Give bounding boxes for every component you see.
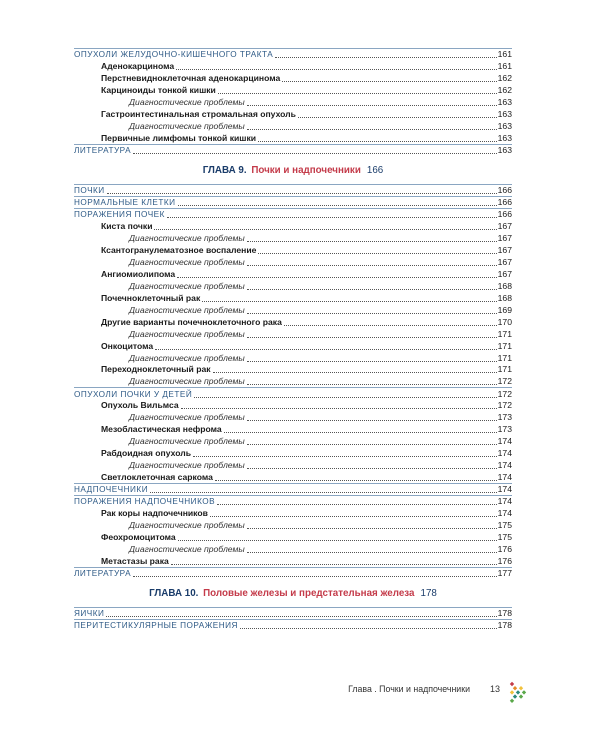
entry-title: ПОЧКИ — [74, 185, 105, 195]
entry-page: 163 — [497, 132, 512, 143]
entry-page: 167 — [497, 268, 512, 279]
toc-subtopic-entry — [74, 519, 512, 531]
dot-leader — [178, 540, 497, 541]
entry-title: Диагностические проблемы — [129, 233, 245, 244]
entry-title: Диагностические проблемы — [129, 376, 245, 387]
toc-topic-entry — [74, 423, 512, 435]
toc-topic-entry — [74, 555, 512, 567]
entry-title: ЛИТЕРАТУРА — [74, 569, 132, 579]
chapter-heading — [74, 160, 512, 182]
toc-topic-entry — [74, 84, 512, 96]
entry-title: Киста почки — [101, 221, 153, 232]
toc-section-entry — [74, 567, 512, 579]
entry-page: 166 — [497, 209, 512, 220]
entry-title: Диагностические проблемы — [129, 412, 245, 423]
chapter-page: 178 — [420, 588, 437, 600]
dot-leader — [247, 361, 497, 362]
toc-section-entry — [74, 619, 512, 631]
toc-subtopic-entry — [74, 543, 512, 555]
entry-title: Диагностические проблемы — [129, 436, 245, 447]
toc-section-entry — [74, 144, 512, 156]
chapter-page: 166 — [366, 164, 384, 176]
entry-page: 174 — [497, 448, 512, 459]
entry-page: 167 — [497, 257, 512, 268]
dot-leader — [247, 241, 497, 242]
entry-page: 161 — [497, 61, 512, 72]
table-of-contents — [74, 48, 512, 631]
dot-leader — [247, 420, 497, 421]
page-number: 13 — [489, 684, 500, 694]
entry-page: 168 — [497, 280, 512, 291]
entry-title: ПОРАЖЕНИЯ НАДПОЧЕЧНИКОВ — [74, 497, 216, 507]
dot-leader — [247, 105, 497, 106]
toc-subtopic-entry — [74, 256, 512, 268]
entry-title: Опухоль Вильмса — [101, 400, 179, 411]
entry-page: 166 — [497, 197, 512, 208]
entry-page: 166 — [497, 184, 512, 195]
dot-leader — [133, 153, 497, 154]
entry-title: Светлоклеточная саркома — [101, 472, 213, 483]
entry-title: Мезобластическая нефрома — [101, 424, 222, 435]
entry-page: 178 — [497, 608, 512, 619]
entry-page: 172 — [497, 400, 512, 411]
dot-leader — [247, 129, 497, 130]
toc-topic-entry — [74, 316, 512, 328]
entry-page: 171 — [497, 340, 512, 351]
entry-page: 169 — [497, 304, 512, 315]
chapter-title: Почки и надпочечники — [251, 164, 361, 176]
toc-subtopic-entry — [74, 120, 512, 132]
entry-title: Диагностические проблемы — [129, 352, 245, 363]
entry-page: 168 — [497, 292, 512, 303]
deco-diamond — [513, 694, 517, 698]
entry-page: 176 — [497, 544, 512, 555]
toc-section-entry — [74, 483, 512, 495]
toc-topic-entry — [74, 220, 512, 232]
dot-leader — [217, 504, 497, 505]
dot-leader — [258, 141, 497, 142]
toc-subtopic-entry — [74, 304, 512, 316]
dot-leader — [247, 313, 497, 314]
dot-leader — [155, 349, 497, 350]
entry-title: Диагностические проблемы — [129, 520, 245, 531]
toc-subtopic-entry — [74, 232, 512, 244]
toc-topic-entry — [74, 292, 512, 304]
dot-leader — [202, 301, 496, 302]
entry-page: 172 — [497, 376, 512, 387]
entry-title: Ангиомиолипома — [101, 268, 176, 279]
entry-page: 176 — [497, 556, 512, 567]
entry-title: ЛИТЕРАТУРА — [74, 145, 132, 155]
dot-leader — [133, 576, 497, 577]
entry-page: 173 — [497, 412, 512, 423]
deco-diamond — [510, 699, 514, 703]
deco-diamond — [510, 690, 514, 694]
entry-page: 163 — [497, 144, 512, 155]
entry-title: Рабдоидная опухоль — [101, 448, 191, 459]
entry-title: Диагностические проблемы — [129, 96, 245, 107]
dot-leader — [247, 468, 497, 469]
toc-topic-entry — [74, 471, 512, 483]
deco-diamond — [510, 682, 514, 686]
toc-section-entry — [74, 607, 512, 619]
toc-subtopic-entry — [74, 375, 512, 387]
dot-leader — [247, 552, 497, 553]
decorative-triangle-icon — [508, 681, 540, 705]
dot-leader — [176, 69, 497, 70]
dot-leader — [215, 480, 497, 481]
dot-leader — [150, 492, 497, 493]
toc-topic-entry — [74, 244, 512, 256]
entry-page: 162 — [497, 73, 512, 84]
toc-subtopic-entry — [74, 459, 512, 471]
toc-topic-entry — [74, 108, 512, 120]
toc-section-entry — [74, 387, 512, 399]
entry-page: 173 — [497, 424, 512, 435]
toc-subtopic-entry — [74, 280, 512, 292]
entry-title: Переходноклеточный рак — [101, 364, 211, 375]
entry-title: ЯИЧКИ — [74, 609, 105, 619]
dot-leader — [194, 397, 496, 398]
toc-section-entry — [74, 495, 512, 507]
entry-title: Диагностические проблемы — [129, 280, 245, 291]
dot-leader — [247, 444, 497, 445]
dot-leader — [213, 372, 497, 373]
entry-page: 163 — [497, 108, 512, 119]
toc-topic-entry — [74, 364, 512, 376]
toc-topic-entry — [74, 268, 512, 280]
dot-leader — [177, 277, 496, 278]
dot-leader — [247, 265, 497, 266]
toc-topic-entry — [74, 400, 512, 412]
dot-leader — [210, 516, 497, 517]
entry-title: НОРМАЛЬНЫЕ КЛЕТКИ — [74, 198, 176, 208]
entry-title: Феохромоцитома — [101, 532, 176, 543]
toc-section-entry — [74, 208, 512, 220]
dot-leader — [247, 384, 497, 385]
dot-leader — [258, 253, 496, 254]
entry-title: Метастазы рака — [101, 556, 169, 567]
toc-topic-entry — [74, 507, 512, 519]
entry-page: 175 — [497, 532, 512, 543]
page-footer — [0, 681, 600, 701]
dot-leader — [247, 337, 497, 338]
entry-page: 172 — [497, 388, 512, 399]
toc-topic-entry — [74, 132, 512, 144]
entry-title: Диагностические проблемы — [129, 304, 245, 315]
entry-title: Диагностические проблемы — [129, 460, 245, 471]
entry-title: Первичные лимфомы тонкой кишки — [101, 132, 257, 143]
entry-page: 171 — [497, 364, 512, 375]
deco-diamond — [519, 694, 523, 698]
dot-leader — [240, 628, 497, 629]
entry-page: 174 — [497, 484, 512, 495]
toc-section-entry — [74, 196, 512, 208]
deco-diamond — [516, 690, 520, 694]
chapter-label: ГЛАВА 9. — [202, 164, 247, 176]
dot-leader — [298, 117, 497, 118]
dot-leader — [284, 325, 497, 326]
entry-page: 174 — [497, 496, 512, 507]
entry-page: 170 — [497, 316, 512, 327]
entry-title: ОПУХОЛИ ПОЧКИ У ДЕТЕЙ — [74, 389, 193, 399]
entry-page: 174 — [497, 508, 512, 519]
entry-title: Ксантогранулематозное воспаление — [101, 245, 257, 256]
dot-leader — [106, 616, 496, 617]
entry-title: Почечноклеточный рак — [101, 292, 201, 303]
dot-leader — [275, 57, 496, 58]
deco-diamond — [522, 690, 526, 694]
deco-diamond — [513, 686, 517, 690]
entry-title: ПЕРИТЕСТИКУЛЯРНЫЕ ПОРАЖЕНИЯ — [74, 621, 238, 631]
toc-topic-entry — [74, 340, 512, 352]
entry-title: Рак коры надпочечников — [101, 508, 208, 519]
chapter-heading — [74, 583, 512, 605]
entry-page: 167 — [497, 245, 512, 256]
entry-page: 162 — [497, 84, 512, 95]
dot-leader — [247, 289, 497, 290]
running-title: Глава . Почки и надпочечники — [348, 684, 470, 694]
entry-page: 178 — [497, 620, 512, 631]
toc-topic-entry — [74, 60, 512, 72]
dot-leader — [218, 93, 497, 94]
entry-title: ПОРАЖЕНИЯ ПОЧЕК — [74, 210, 165, 220]
chapter-title: Половые железы и предстательная железа — [203, 588, 415, 600]
toc-topic-entry — [74, 447, 512, 459]
dot-leader — [181, 408, 497, 409]
entry-title: НАДПОЧЕЧНИКИ — [74, 485, 149, 495]
entry-page: 167 — [497, 221, 512, 232]
entry-page: 174 — [497, 472, 512, 483]
toc-section-entry — [74, 48, 512, 60]
entry-title: Гастроинтестинальная стромальная опухоль — [101, 108, 296, 119]
chapter-label: ГЛАВА 10. — [149, 588, 199, 600]
toc-topic-entry — [74, 72, 512, 84]
dot-leader — [154, 229, 496, 230]
dot-leader — [193, 456, 497, 457]
deco-diamond — [519, 686, 523, 690]
entry-title: ОПУХОЛИ ЖЕЛУДОЧНО-КИШЕЧНОГО ТРАКТА — [74, 50, 274, 60]
dot-leader — [247, 528, 497, 529]
entry-page: 175 — [497, 520, 512, 531]
entry-page: 171 — [497, 352, 512, 363]
entry-page: 171 — [497, 328, 512, 339]
dot-leader — [107, 193, 497, 194]
entry-title: Другие варианты почечноклеточного рака — [101, 316, 282, 327]
entry-page: 174 — [497, 436, 512, 447]
entry-title: Онкоцитома — [101, 340, 154, 351]
toc-subtopic-entry — [74, 96, 512, 108]
entry-title: Диагностические проблемы — [129, 544, 245, 555]
entry-title: Диагностические проблемы — [129, 328, 245, 339]
dot-leader — [224, 432, 497, 433]
entry-title: Перстневидноклеточная аденокарцинома — [101, 73, 281, 84]
entry-title: Аденокарцинома — [101, 61, 175, 72]
dot-leader — [167, 217, 497, 218]
entry-page: 167 — [497, 233, 512, 244]
toc-topic-entry — [74, 531, 512, 543]
toc-subtopic-entry — [74, 411, 512, 423]
entry-title: Карциноиды тонкой кишки — [101, 84, 216, 95]
toc-section-entry — [74, 184, 512, 196]
toc-subtopic-entry — [74, 328, 512, 340]
entry-page: 163 — [497, 120, 512, 131]
dot-leader — [178, 205, 497, 206]
dot-leader — [171, 564, 497, 565]
entry-title: Диагностические проблемы — [129, 257, 245, 268]
toc-subtopic-entry — [74, 435, 512, 447]
dot-leader — [282, 81, 496, 82]
toc-subtopic-entry — [74, 352, 512, 364]
entry-page: 174 — [497, 460, 512, 471]
entry-page: 177 — [497, 568, 512, 579]
entry-page: 163 — [497, 96, 512, 107]
entry-title: Диагностические проблемы — [129, 120, 245, 131]
entry-page: 161 — [497, 49, 512, 60]
